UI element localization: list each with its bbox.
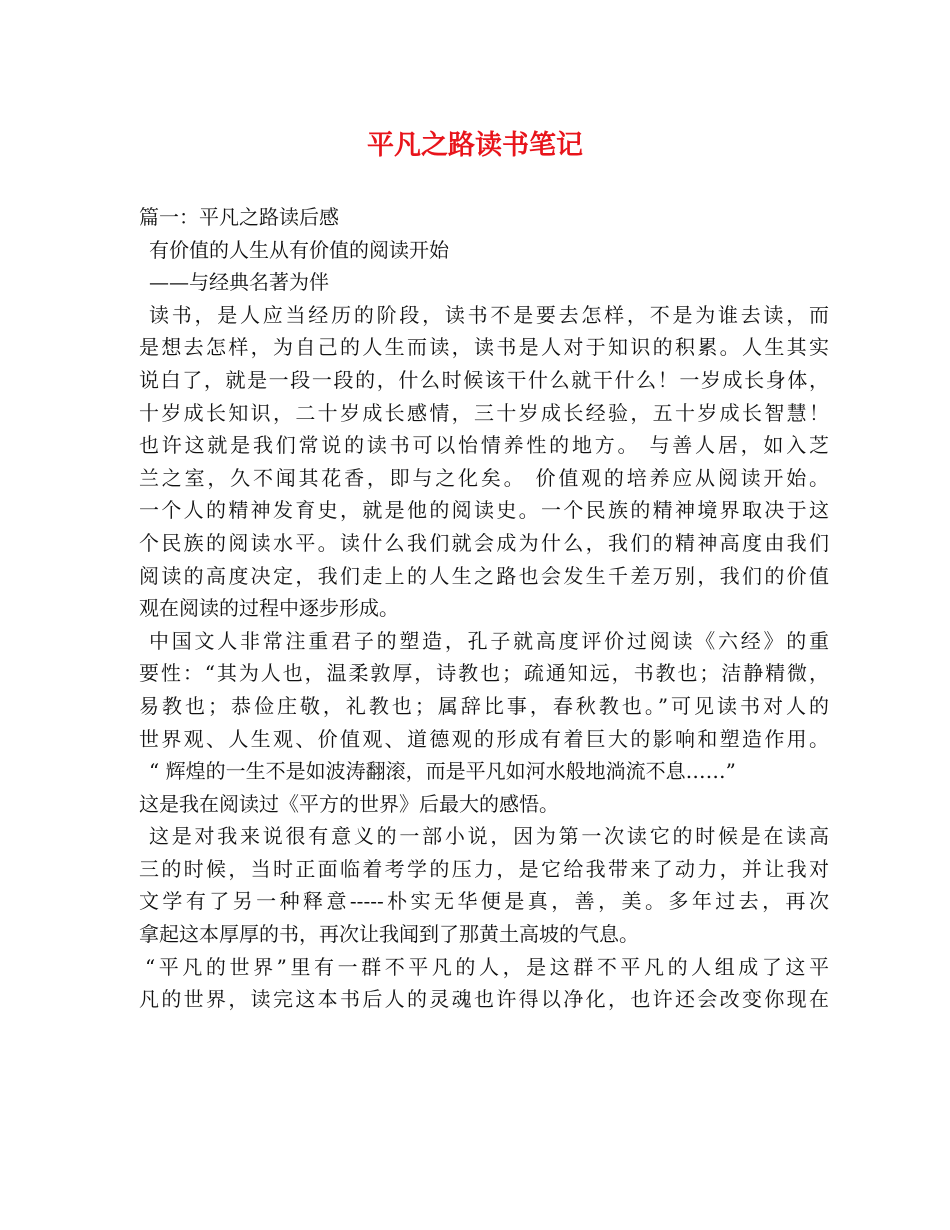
- text-line: 篇一：平凡之路读后感: [139, 205, 339, 229]
- text-line: 要性：“其为人也，温柔敦厚，诗教也；疏通知远，书教也；洁静精微，: [139, 661, 829, 686]
- text-line: “平凡的世界”里有一群不平凡的人，是这群不平凡的人组成了这平: [145, 954, 829, 979]
- text-line: 也许这就是我们常说的读书可以怡情养性的地方。 与善人居，如入芝: [139, 433, 829, 458]
- text-line: “ 辉煌的一生不是如波涛翻滚，而是平凡如河水般地淌流不息……”: [149, 759, 736, 784]
- text-line: 十岁成长知识，二十岁成长感情，三十岁成长经验，五十岁成长智慧！: [139, 400, 829, 425]
- text-line: 这是对我来说很有意义的一部小说，因为第一次读它的时候是在读高: [149, 824, 829, 849]
- text-line: 读书，是人应当经历的阶段，读书不是要去怎样，不是为谁去读，而: [149, 302, 829, 327]
- text-line: ——与经典名著为伴: [149, 270, 329, 295]
- text-line: 阅读的高度决定，我们走上的人生之路也会发生千差万别，我们的价值: [139, 563, 829, 588]
- text-line: 中国文人非常注重君子的塑造，孔子就高度评价过阅读《六经》的重: [149, 628, 829, 653]
- text-line: 拿起这本厚厚的书，再次让我闻到了那黄土高坡的气息。: [139, 922, 639, 947]
- page-title: 平凡之路读书笔记: [367, 130, 583, 161]
- text-line: 个民族的阅读水平。读什么我们就会成为什么，我们的精神高度由我们: [139, 530, 829, 555]
- text-line: 说白了，就是一段一段的，什么时候该干什么就干什么！一岁成长身体，: [139, 367, 829, 392]
- text-line: 这是我在阅读过《平方的世界》后最大的感悟。: [139, 791, 559, 816]
- text-line: 一个人的精神发育史，就是他的阅读史。一个民族的精神境界取决于这: [139, 498, 829, 523]
- text-line: 观在阅读的过程中逐步形成。: [139, 596, 399, 621]
- text-line: 文学有了另一种释意-----朴实无华便是真，善，美。多年过去，再次: [139, 889, 829, 914]
- text-line: 世界观、人生观、价值观、道德观的形成有着巨大的影响和塑造作用。: [139, 726, 829, 751]
- text-line: 三的时候，当时正面临着考学的压力，是它给我带来了动力，并让我对: [139, 856, 829, 881]
- text-line: 有价值的人生从有价值的阅读开始: [149, 237, 449, 262]
- document-body: [139, 201, 829, 1016]
- text-line: 兰之室，久不闻其花香，即与之化矣。 价值观的培养应从阅读开始。: [139, 465, 829, 490]
- text-line: 易教也；恭俭庄敬，礼教也；属辞比事，春秋教也。”可见读书对人的: [139, 693, 829, 718]
- text-line: 是想去怎样，为自己的人生而读，读书是人对于知识的积累。人生其实: [139, 335, 829, 360]
- text-line: 凡的世界，读完这本书后人的灵魂也许得以净化，也许还会改变你现在: [139, 987, 829, 1012]
